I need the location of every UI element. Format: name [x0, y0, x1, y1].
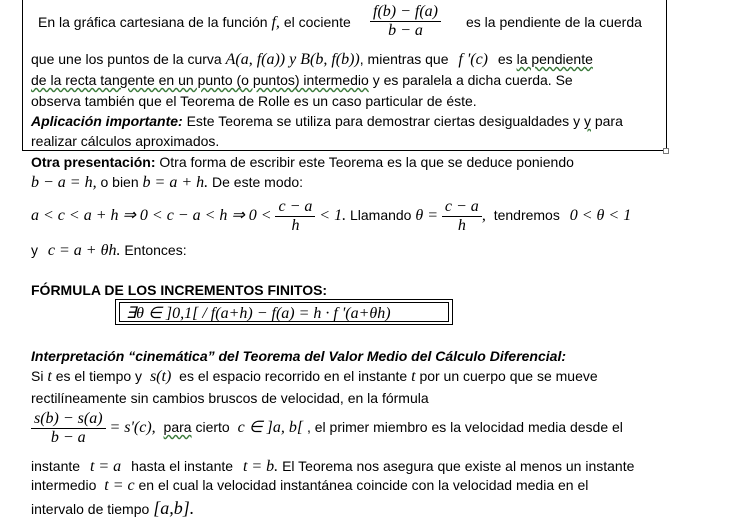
p3-line-2: rectilíneamente sin cambios bruscos de velocidad, en la fórmula — [31, 390, 429, 406]
p1-line-4: observa también que el Teorema de Rolle es un caso particular de éste. — [31, 93, 477, 109]
fraction-c-minus-a-over-h: $\frac{c - a}{h}$ — [275, 198, 315, 235]
p2-line-2: b − a = h, o bien b = a + h. De este modo: — [31, 174, 304, 191]
p1-line-5: Aplicación importante: Este Teorema se utiliza para demostrar ciertas desigualdades y y para — [31, 113, 623, 129]
p1-line-3: de la recta tangente en un punto (o puntos) intermedio y es paralela a dicha cuerda. Se — [31, 72, 573, 88]
p1-line-2: que une los puntos de la curva A(a, f(a)) y B(b, f(b)), mientras que f '(c) es la pendiente — [31, 51, 593, 68]
resize-handle[interactable] — [663, 148, 669, 154]
p3-line-4: instante t = a hasta el instante t = b. El Teorema nos asegura que existe al menos un instante — [31, 458, 635, 475]
p2-line-1: Otra presentación: Otra forma de escribir este Teorema es la que se deduce poniendo — [31, 154, 574, 170]
p1-line-1: En la gráfica cartesiana de la función f, el cociente — [38, 14, 351, 31]
formula-heading: FÓRMULA DE LOS INCREMENTOS FINITOS: — [31, 282, 328, 298]
slope-fraction — [370, 3, 441, 40]
p2-line-3: a < c < a + h ⇒ 0 < c − a < h ⇒ 0 < $\frac{c - a}{h}$ < 1. Llamando θ = $\frac{c - a}{h}$ , tendremos 0 < θ < 1 — [31, 198, 632, 234]
otra-presentacion-label: Otra presentación: — [31, 154, 156, 170]
p3-line-5: intermedio t = c en el cual la velocidad instantánea coincide con la velocidad media en el — [31, 477, 589, 494]
slope-denominator: b − a — [388, 22, 423, 39]
derivative-math: f '(c) — [458, 51, 488, 68]
p1-line-6: realizar cálculos aproximados. — [31, 133, 220, 149]
p2-line-4: y c = a + θh. Entonces: — [31, 242, 187, 259]
formula-expression: ∃θ ∈ ]0,1[ / f(a+h) − f(a) = h · f '(a+θh) — [126, 305, 391, 322]
p3-line-1: Si t es el tiempo y s(t) es el espacio recorrido en el instante t por un cuerpo que se mueve — [31, 368, 598, 385]
velocity-fraction: $\frac{s(b) - s(a)}{b - a}$ — [31, 410, 106, 447]
fraction-theta: $\frac{c - a}{h}$ — [442, 198, 482, 235]
points-math: A(a, f(a)) y B(b, f(b)) — [225, 51, 360, 68]
p3-line-6: intervalo de tiempo [a,b]. — [31, 498, 195, 518]
aplicacion-label: Aplicación importante: — [31, 113, 183, 129]
p1-line-1-end: es la pendiente de la cuerda — [466, 14, 642, 30]
kinematic-heading: Interpretación “cinemática” del Teorema del Valor Medio del Cálculo Diferencial: — [31, 348, 567, 364]
slope-numerator: f(b) − f(a) — [370, 3, 441, 22]
p3-line-3: $\frac{s(b) - s(a)}{b - a}$ = s'(c), para cierto c ∈ ]a, b[ , el primer miembro es la velocidad media desde el — [31, 410, 623, 447]
